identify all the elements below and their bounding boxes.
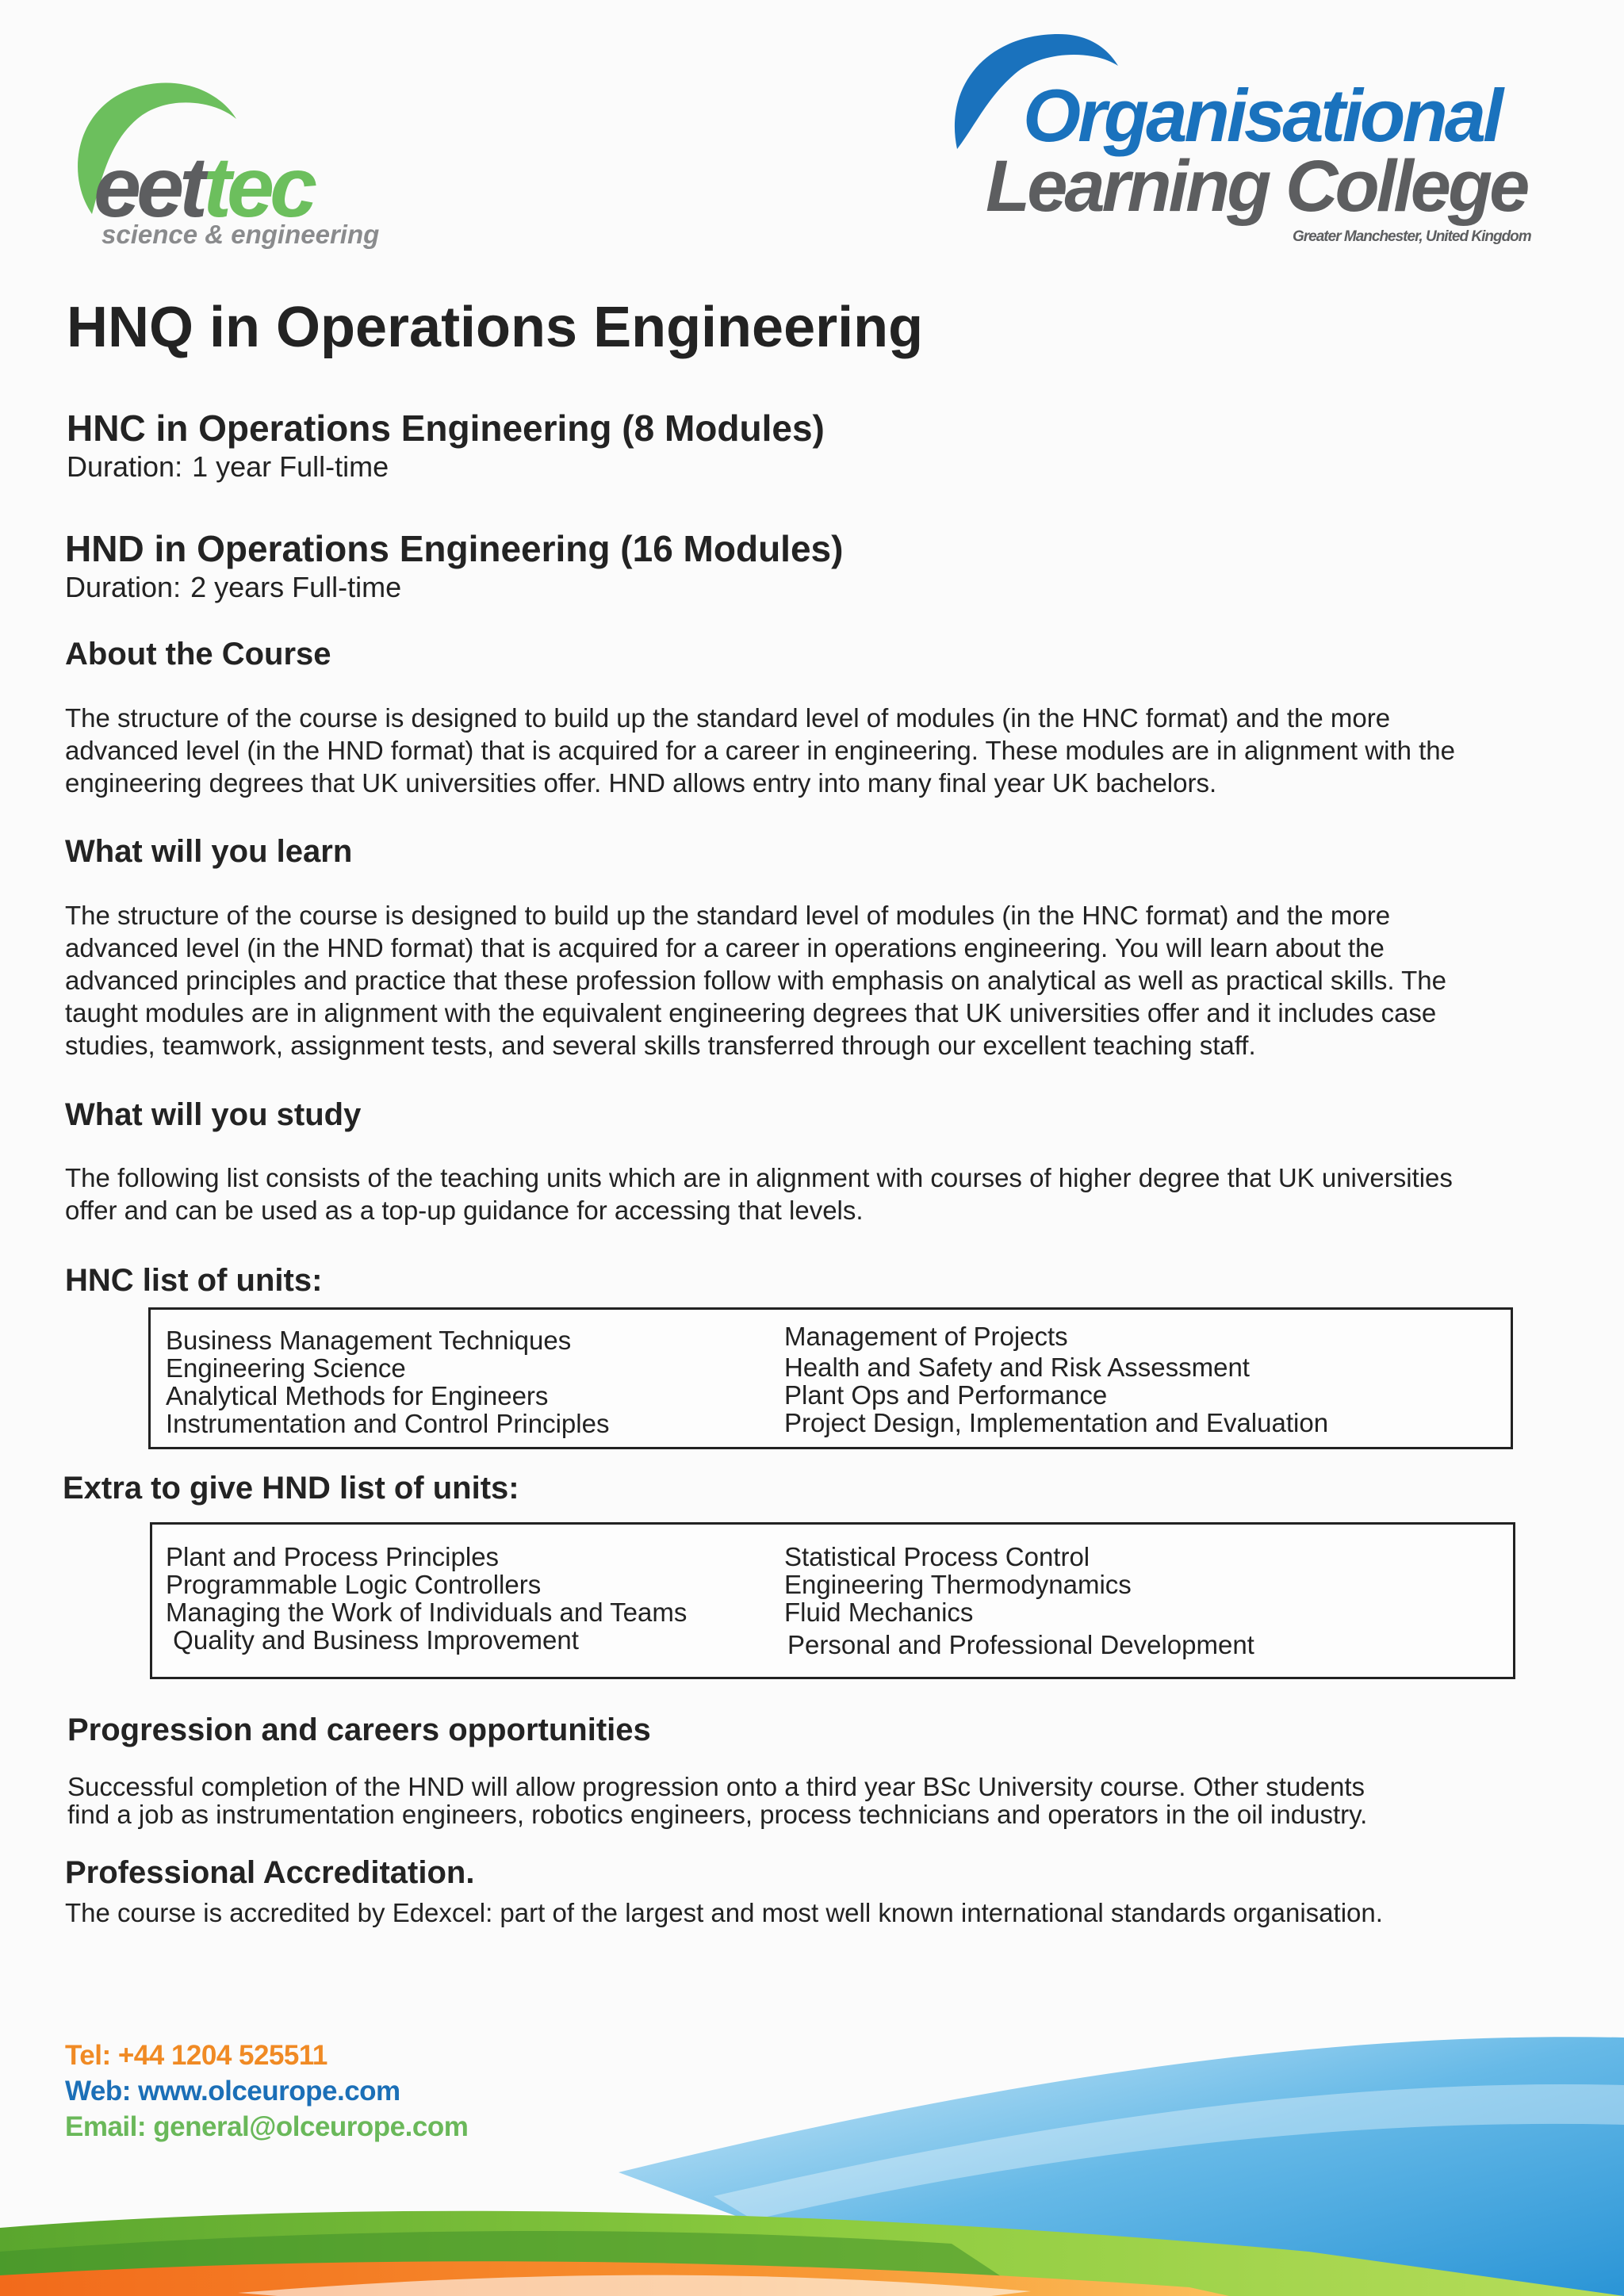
list-item: Instrumentation and Control Principles bbox=[166, 1409, 610, 1438]
hnc-units-box bbox=[148, 1307, 1513, 1449]
hnc-duration-value: 1 year Full-time bbox=[192, 450, 389, 483]
contact-email-link[interactable]: Email: general@olceurope.com bbox=[65, 2111, 469, 2142]
olc-logo-line2: Learning College bbox=[986, 146, 1527, 227]
about-line: advanced level (in the HND format) that is acquired for a career in engineering. These modules are in alignment with the bbox=[65, 736, 1455, 765]
list-item: Personal and Professional Development bbox=[787, 1630, 1254, 1659]
hnd-duration bbox=[65, 571, 401, 604]
hnc-heading: HNC in Operations Engineering (8 Modules) bbox=[67, 408, 825, 449]
progression-line: find a job as instrumentation engineers, robotics engineers, process technicians and operators in the oil industry. bbox=[67, 1800, 1368, 1829]
list-item: Health and Safety and Risk Assessment bbox=[784, 1353, 1250, 1382]
accreditation-text: The course is accredited by Edexcel: part of the largest and most well known international standards organisation. bbox=[65, 1898, 1383, 1927]
study-line: The following list consists of the teaching units which are in alignment with courses of higher degree that UK universities bbox=[65, 1163, 1453, 1192]
list-item: Managing the Work of Individuals and Teams bbox=[166, 1598, 688, 1627]
hnd-units-right-column bbox=[784, 1543, 1254, 1659]
list-item: Statistical Process Control bbox=[784, 1542, 1090, 1571]
list-item: Project Design, Implementation and Evaluation bbox=[784, 1408, 1329, 1437]
progression-heading: Progression and careers opportunities bbox=[67, 1712, 651, 1747]
olc-logo-location: Greater Manchester, United Kingdom bbox=[1293, 228, 1531, 245]
eettec-tagline: science & engineering bbox=[102, 220, 380, 249]
olc-logo-line1: Organisational bbox=[1023, 74, 1501, 157]
hnd-units-heading: Extra to give HND list of units: bbox=[63, 1471, 519, 1506]
contact-tel[interactable]: Tel: +44 1204 525511 bbox=[65, 2040, 327, 2071]
hnc-units-left-column bbox=[166, 1326, 609, 1437]
study-heading: What will you study bbox=[65, 1097, 362, 1132]
hnc-duration bbox=[67, 450, 389, 484]
eettec-logo-tec: tec bbox=[203, 139, 313, 235]
progression-line: Successful completion of the HND will allow progression onto a third year BSc University course. Other students bbox=[67, 1772, 1365, 1801]
list-item: Programmable Logic Controllers bbox=[166, 1570, 542, 1599]
list-item: Fluid Mechanics bbox=[784, 1598, 974, 1627]
learn-line: advanced principles and practice that these profession follow with emphasis on analytical as well as practical skills. The bbox=[65, 966, 1446, 995]
list-item: Engineering Science bbox=[166, 1353, 406, 1383]
list-item: Analytical Methods for Engineers bbox=[166, 1381, 549, 1410]
hnd-units-box bbox=[150, 1522, 1515, 1679]
about-line: The structure of the course is designed to build up the standard level of modules (in the HNC format) and the more bbox=[65, 703, 1391, 733]
hnc-duration-label: Duration: bbox=[67, 450, 183, 483]
hnc-units-right-column bbox=[784, 1322, 1328, 1437]
contact-web-link[interactable]: Web: www.olceurope.com bbox=[65, 2076, 400, 2107]
list-item: Plant and Process Principles bbox=[166, 1542, 500, 1571]
hnd-heading: HND in Operations Engineering (16 Modules) bbox=[65, 528, 844, 569]
list-item: Management of Projects bbox=[784, 1322, 1068, 1351]
learn-line: studies, teamwork, assignment tests, and several skills transferred through our excellent teaching staff. bbox=[65, 1031, 1256, 1060]
list-item: Business Management Techniques bbox=[166, 1326, 572, 1355]
hnd-duration-label: Duration: bbox=[65, 571, 182, 603]
accreditation-heading: Professional Accreditation. bbox=[65, 1855, 475, 1890]
list-item: Engineering Thermodynamics bbox=[784, 1570, 1132, 1599]
learn-paragraph bbox=[65, 899, 1446, 1062]
study-paragraph bbox=[65, 1161, 1453, 1226]
hnd-duration-value: 2 years Full-time bbox=[190, 571, 402, 603]
learn-heading: What will you learn bbox=[65, 834, 353, 869]
eettec-logo bbox=[62, 75, 411, 254]
hnd-units-left-column bbox=[166, 1543, 687, 1654]
study-line: offer and can be used as a top-up guidance for accessing that levels. bbox=[65, 1196, 864, 1225]
learn-line: taught modules are in alignment with the equivalent engineering degrees that UK universities offer and it includes case bbox=[65, 998, 1437, 1027]
list-item: Quality and Business Improvement bbox=[166, 1625, 579, 1655]
learn-line: The structure of the course is designed to build up the standard level of modules (in the HNC format) and the more bbox=[65, 901, 1391, 930]
about-heading: About the Course bbox=[65, 637, 331, 672]
about-line: engineering degrees that UK universities offer. HND allows entry into many final year UK bachelors. bbox=[65, 768, 1217, 798]
hnc-units-heading: HNC list of units: bbox=[65, 1263, 323, 1298]
progression-paragraph bbox=[67, 1773, 1367, 1828]
about-paragraph bbox=[65, 702, 1455, 799]
eettec-logo-eet: eet bbox=[94, 139, 204, 235]
olc-logo bbox=[948, 30, 1550, 254]
list-item: Plant Ops and Performance bbox=[784, 1380, 1108, 1410]
page-title: HNQ in Operations Engineering bbox=[67, 296, 924, 359]
learn-line: advanced level (in the HND format) that is acquired for a career in operations engineering. You will learn about the bbox=[65, 933, 1385, 962]
